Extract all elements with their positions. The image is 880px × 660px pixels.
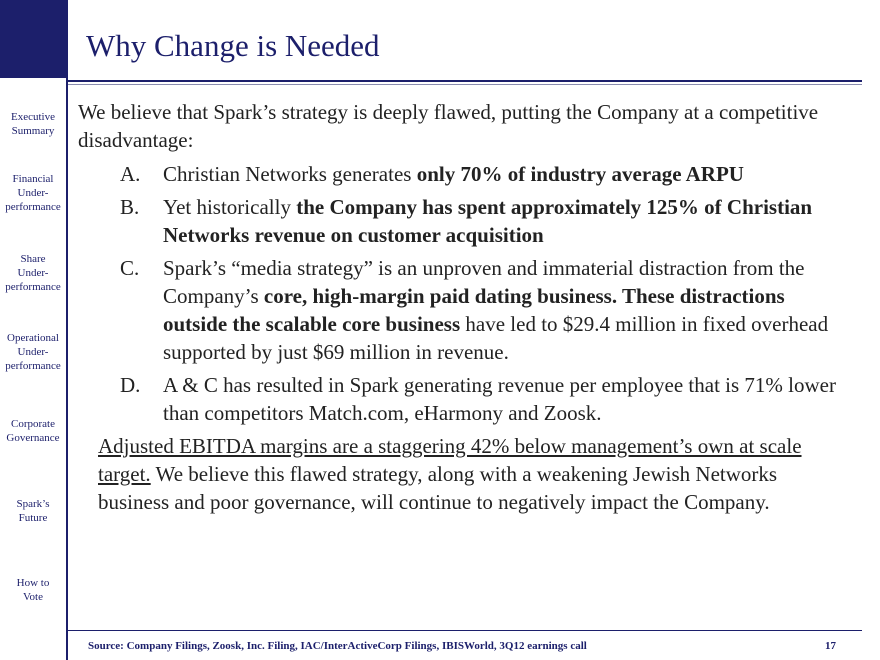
list-item xyxy=(78,193,848,249)
sidebar-item-corporate-governance[interactable]: Corporate Governance xyxy=(6,418,60,444)
sidebar-item-operational-underperformance[interactable]: Operational Under- performance xyxy=(5,332,61,372)
sidebar-header-block xyxy=(0,0,66,78)
point-c-bold: core, high-margin paid dating business. These distractions outside the scalable core business xyxy=(163,284,785,336)
footer-rule xyxy=(68,630,862,631)
conclusion-rest: We believe this flawed strategy, along with a weakening Jewish Networks business and poor governance, will continue to negatively impact the Company. xyxy=(98,462,778,514)
points-list xyxy=(78,160,848,427)
sidebar-item-share-underperformance[interactable]: Share Under- performance xyxy=(5,253,61,293)
point-c-text-end: have led to $29.4 million in fixed overhead supported by just $69 million in revenue. xyxy=(163,312,829,364)
title-rule-thin xyxy=(68,84,862,85)
slide-body xyxy=(78,98,848,516)
sidebar-item-sparks-future[interactable]: Spark’s Future xyxy=(16,498,50,524)
list-item xyxy=(78,160,848,188)
list-marker: C. xyxy=(120,256,140,280)
point-a-bold: only 70% of industry average ARPU xyxy=(416,162,744,186)
point-a-text: Christian Networks generates xyxy=(163,162,417,186)
page-number: 17 xyxy=(825,640,836,652)
title-rule xyxy=(68,80,862,82)
source-footnote: Source: Company Filings, Zoosk, Inc. Filing, IAC/InterActiveCorp Filings, IBISWorld, 3Q12 earnings call xyxy=(88,640,587,652)
list-marker: D. xyxy=(120,373,141,397)
conclusion-underlined: Adjusted EBITDA margins are a staggering 42% below management’s own at scale target. xyxy=(98,434,802,486)
point-d-text: A & C has resulted in Spark generating revenue per employee that is 71% lower than competitors Match.com, eHarmony and Zoosk. xyxy=(163,373,836,425)
list-marker: A. xyxy=(120,162,141,186)
sidebar-nav xyxy=(0,0,66,660)
list-item xyxy=(78,371,848,427)
intro-paragraph: We believe that Spark’s strategy is deeply flawed, putting the Company at a competitive disadvantage: xyxy=(78,100,819,152)
point-c-text: Spark’s “media strategy” is an unproven and immaterial distraction from the Company’s xyxy=(163,256,805,308)
list-marker: B. xyxy=(120,195,140,219)
point-b-bold: the Company has spent approximately 125% of Christian Networks revenue on customer acquisition xyxy=(163,195,813,247)
sidebar-divider xyxy=(66,0,68,660)
page-title: Why Change is Needed xyxy=(86,28,380,63)
conclusion-paragraph xyxy=(78,432,848,516)
sidebar-item-financial-underperformance[interactable]: Financial Under- performance xyxy=(5,173,61,213)
sidebar-item-how-to-vote[interactable]: How to Vote xyxy=(16,577,50,603)
list-item xyxy=(78,254,848,366)
point-b-text: Yet historically xyxy=(163,195,297,219)
sidebar-item-executive-summary[interactable]: Executive Summary xyxy=(11,111,55,137)
